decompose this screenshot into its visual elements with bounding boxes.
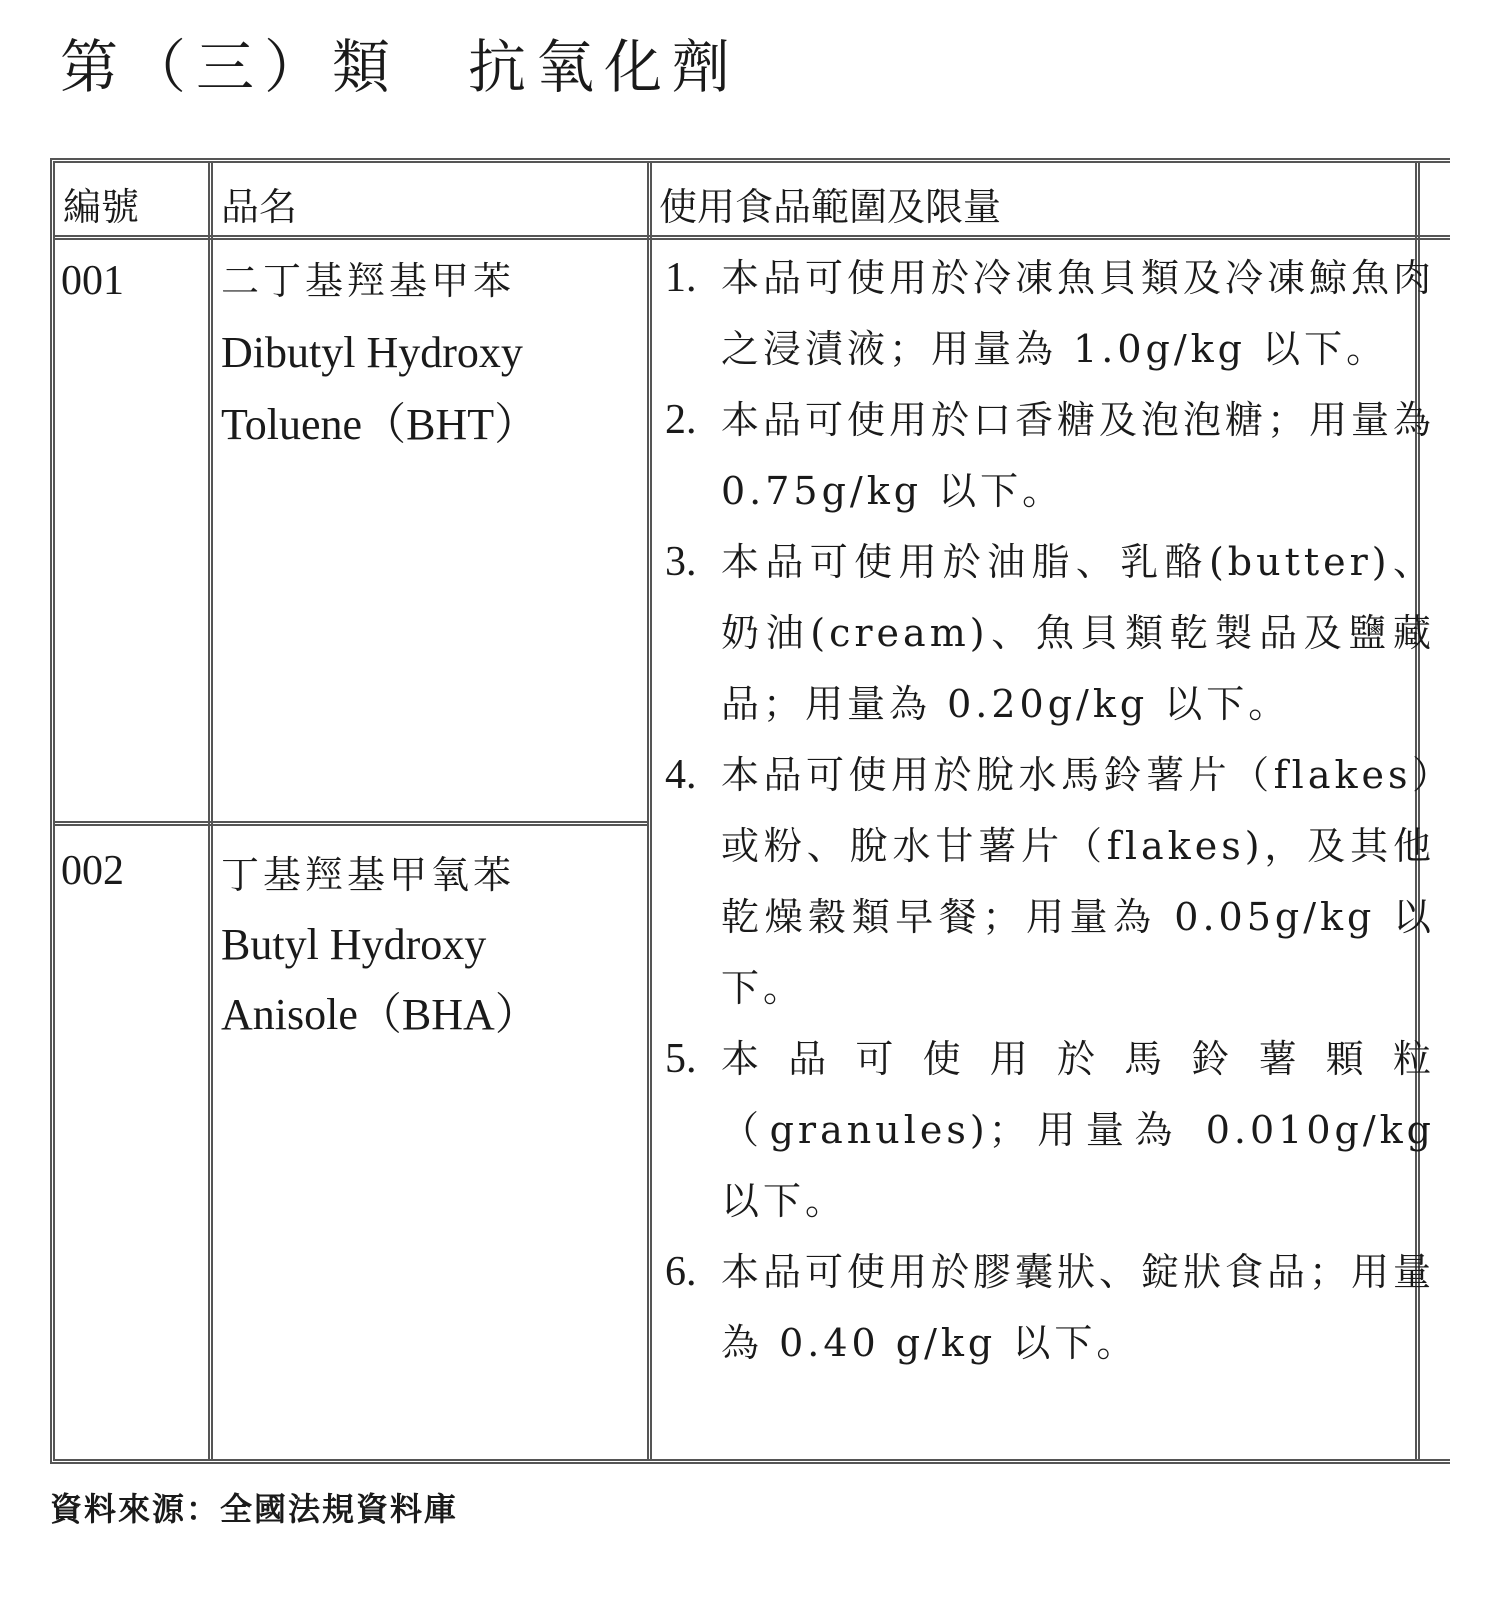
row-divider (55, 821, 647, 826)
header-name: 品名 (221, 185, 298, 229)
usage-item (665, 740, 1435, 1024)
header-code: 編號 (63, 185, 140, 229)
page-title: 第（三）類 抗氧化劑 (60, 33, 741, 101)
row-name-zh: 丁基羥基甲氧苯 (221, 853, 516, 897)
row-name-en: Dibutyl Hydroxy (221, 328, 523, 377)
usage-item (665, 385, 1435, 527)
column-divider (208, 163, 213, 1459)
source-note: 資料來源：全國法規資料庫 (50, 1490, 459, 1528)
usage-number: 1. (665, 255, 697, 301)
usage-number: 6. (665, 1249, 697, 1295)
usage-text: 本品可使用於口香糖及泡泡糖；用量為 0.75g/kg 以下。 (721, 398, 1436, 513)
usage-list (665, 243, 1435, 1379)
header-usage: 使用食品範圍及限量 (659, 185, 1002, 229)
usage-number: 5. (665, 1036, 697, 1082)
row-name-en: Anisole（BHA） (221, 990, 539, 1039)
usage-item (665, 1024, 1435, 1237)
usage-item (665, 1237, 1435, 1379)
usage-text: 本品可使用於油脂、乳酪(butter)、奶油(cream)、魚貝類乾製品及鹽藏品；用量為 0.20g/kg 以下。 (721, 540, 1435, 726)
additive-table (50, 158, 1450, 1464)
usage-item (665, 527, 1435, 740)
usage-number: 4. (665, 752, 697, 798)
usage-number: 3. (665, 539, 697, 585)
usage-text: 本品可使用於冷凍魚貝類及冷凍鯨魚肉之浸漬液；用量為 1.0g/kg 以下。 (721, 256, 1436, 371)
row-name-en: Butyl Hydroxy (221, 920, 487, 969)
column-divider (647, 163, 652, 1459)
usage-text: 本品可使用於脫水馬鈴薯片（flakes）或粉、脫水甘薯片（flakes)，及其他乾燥穀類早餐；用量為 0.05g/kg 以下。 (721, 753, 1435, 1010)
usage-text: 本品可使用於膠囊狀、錠狀食品；用量為 0.40 g/kg 以下。 (721, 1250, 1436, 1365)
usage-item (665, 243, 1435, 385)
row-name-zh: 二丁基羥基甲苯 (221, 259, 516, 303)
row-code: 002 (61, 848, 124, 894)
usage-number: 2. (665, 397, 697, 443)
row-name-en: Toluene（BHT） (221, 400, 539, 449)
row-code: 001 (61, 258, 124, 304)
usage-text: 本品可使用於馬鈴薯顆粒（granules)；用量為 0.010g/kg 以下。 (721, 1037, 1435, 1223)
